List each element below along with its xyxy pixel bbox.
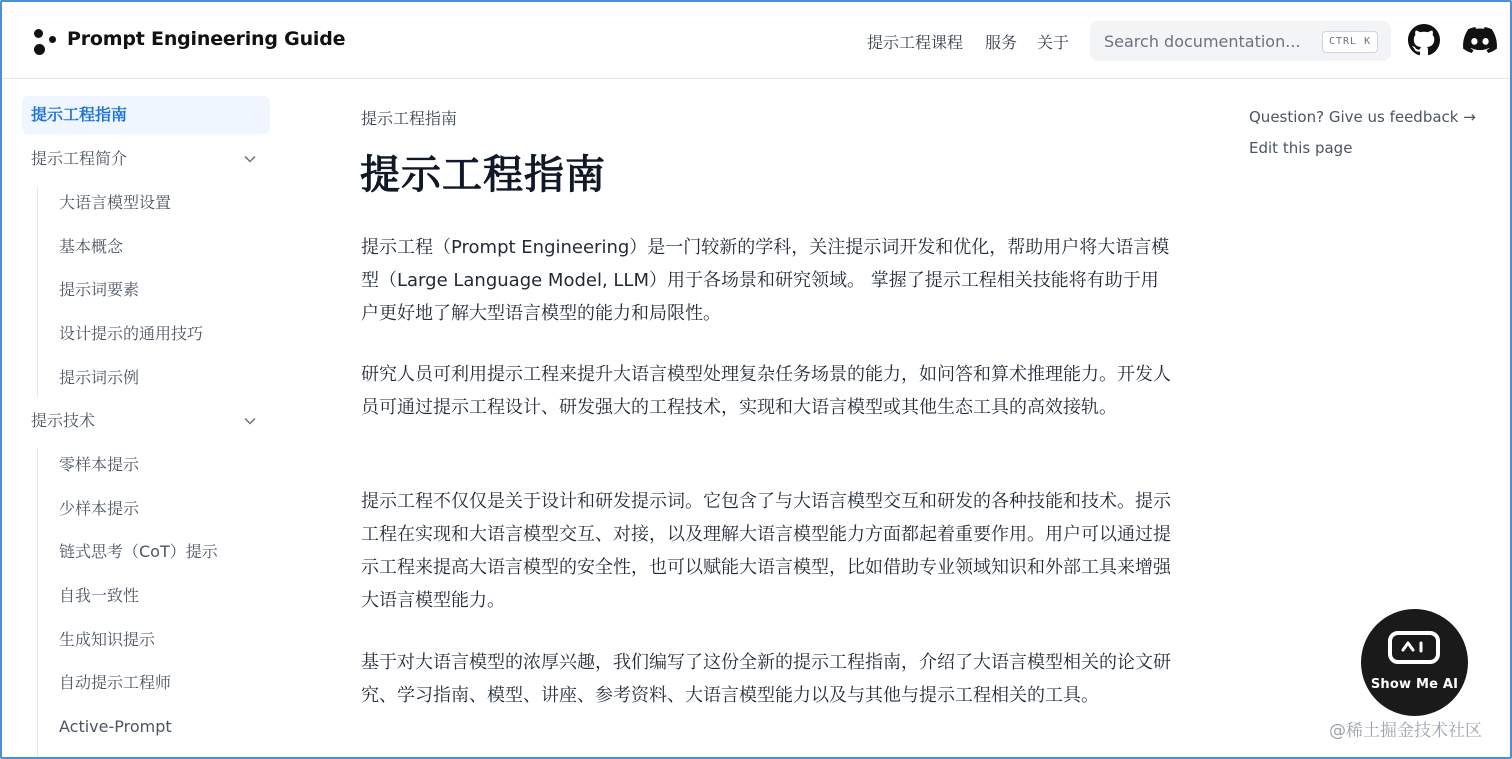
sidebar-item-consistency[interactable]: 自我一致性 [59,586,140,605]
sidebar-item-guide[interactable]: 提示工程指南 [22,96,270,134]
badge-label: Show Me AI [1370,677,1459,692]
top-header [2,2,1510,79]
nav-courses[interactable]: 提示工程课程 [867,33,964,52]
sidebar-item-cot[interactable]: 链式思考（CoT）提示 [59,542,218,561]
search-shortcut-badge: CTRL K [1322,31,1378,53]
paragraph-4: 基于对大语言模型的浓厚兴趣，我们编写了这份全新的提示工程指南，介绍了大语言模型相关的论文研究、学习指南、模型、讲座、参考资料、大语言模型能力以及与其他与提示工程相关的工具。 [361,652,1171,706]
sidebar-item-label: 提示技术 [31,411,96,430]
robot-screen-icon [1388,631,1440,664]
discord-icon[interactable] [1463,24,1499,56]
brand-title[interactable]: Prompt Engineering Guide [67,28,346,50]
watermark: @稀土掘金技术社区 [1329,721,1482,741]
sidebar-item-active-prompt[interactable]: Active-Prompt [59,717,172,736]
page-title: 提示工程指南 [360,152,606,198]
nav-services[interactable]: 服务 [985,33,1018,52]
search-input[interactable] [1104,30,1309,52]
sidebar-item-knowledge[interactable]: 生成知识提示 [59,630,156,649]
sidebar-item-zero-shot[interactable]: 零样本提示 [59,455,140,474]
nav-about[interactable]: 关于 [1037,33,1070,52]
feedback-link[interactable]: Question? Give us feedback → [1249,108,1476,126]
logo-icon[interactable] [32,26,60,58]
show-me-ai-badge[interactable] [1361,609,1468,716]
sidebar-item-elements[interactable]: 提示词要素 [59,280,140,299]
chevron-down-icon[interactable] [244,153,256,165]
sidebar-item-few-shot[interactable]: 少样本提示 [59,499,140,518]
sidebar-item-examples[interactable]: 提示词示例 [59,368,140,387]
paragraph-3: 提示工程不仅仅是关于设计和研发提示词。它包含了与大语言模型交互和研发的各种技能和技术。提示工程在实现和大语言模型交互、对接，以及理解大语言模型能力方面都起着重要作用。用户可以通过提示工程来提高大语言模型的安全性，也可以赋能大语言模型，比如借助专业领域知识和外部工具来增强大语言模型能力。 [361,491,1171,611]
paragraph-2: 研究人员可利用提示工程来提升大语言模型处理复杂任务场景的能力，如问答和算术推理能力。开发人员可通过提示工程设计、研发强大的工程技术，实现和大语言模型或其他生态工具的高效接轨。 [361,364,1171,418]
sidebar-item-intro[interactable] [22,140,270,178]
sidebar-item-ape[interactable]: 自动提示工程师 [59,673,172,692]
sidebar-item-label: 提示工程简介 [31,149,128,168]
sidebar-item-techniques[interactable] [22,402,270,440]
sidebar-rail [37,448,38,759]
breadcrumb: 提示工程指南 [361,109,458,128]
sidebar-item-tips[interactable]: 设计提示的通用技巧 [59,324,204,343]
github-icon[interactable] [1408,24,1440,56]
sidebar-item-basics[interactable]: 基本概念 [59,237,124,256]
paragraph-1: 提示工程（Prompt Engineering）是一门较新的学科，关注提示词开发和优化，帮助用户将大语言模型（Large Language Model, LLM）用于各场景和研究领域。 掌握了提示工程相关技能将有助于用户更好地了解大型语言模型的能力和局限性。 [361,237,1170,324]
search-box[interactable] [1090,21,1391,61]
sidebar-rail [37,186,38,398]
chevron-down-icon[interactable] [244,415,256,427]
edit-page-link[interactable]: Edit this page [1249,139,1353,157]
sidebar-item-llm-settings[interactable]: 大语言模型设置 [59,193,172,212]
